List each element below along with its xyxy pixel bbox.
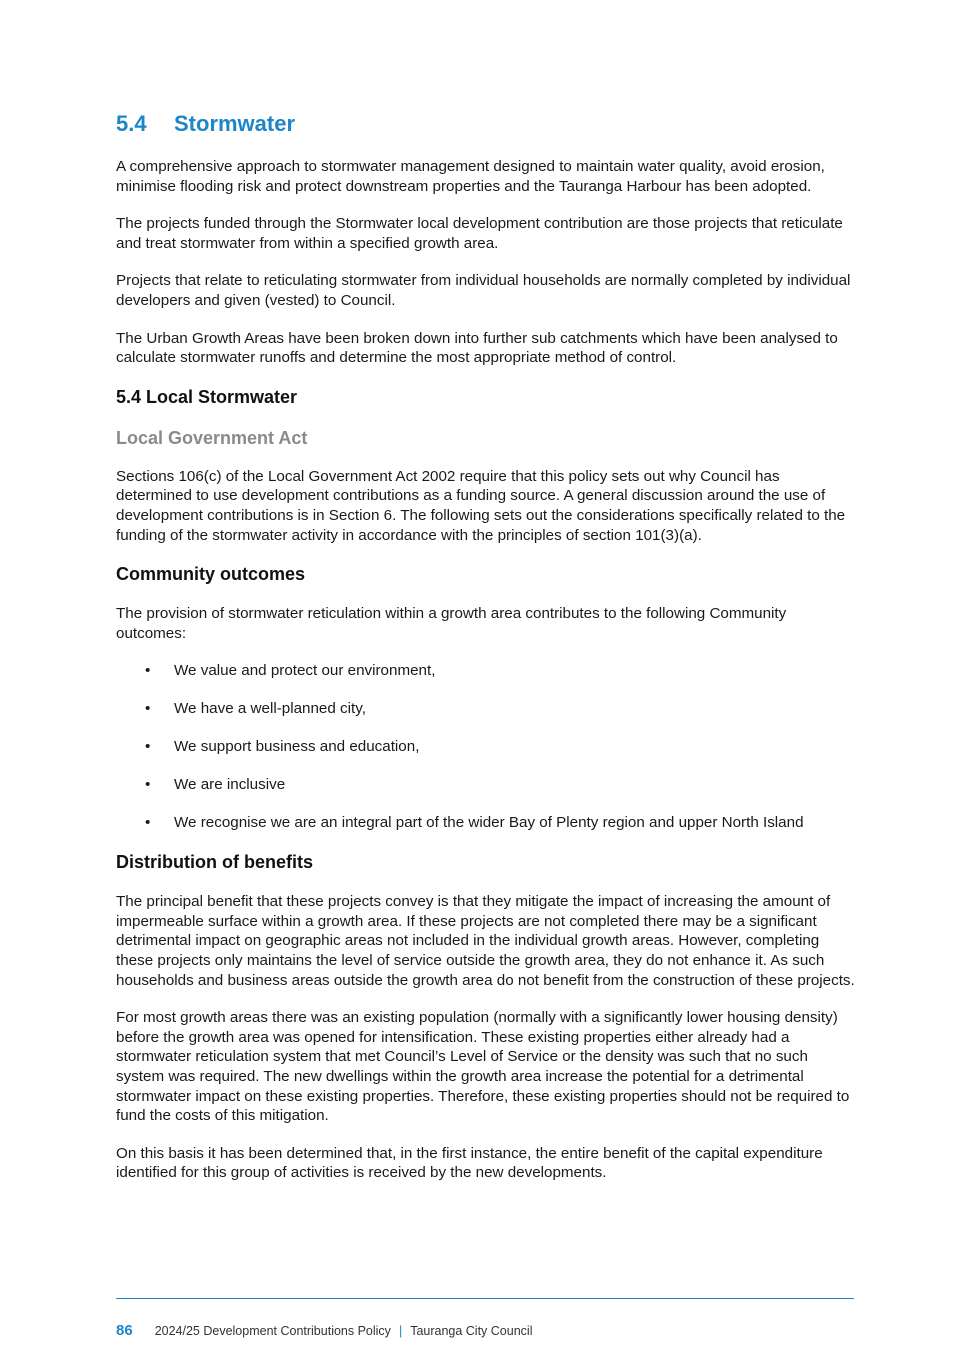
footer-org: Tauranga City Council — [410, 1324, 533, 1338]
distribution-heading: Distribution of benefits — [116, 852, 313, 873]
distribution-paragraph: For most growth areas there was an existing population (normally with a significantly lower housing density) before the growth area was opened for intensification. These existing properties either already had a stormwater reticulation system that met Council’s Level of Service or the density was such that no such system was required. The new dwellings within the growth area increase the potential for a detrimental stormwater impact on these existing properties. Therefore, these existing properties should not be required to fund the costs of this mitigation. — [116, 1009, 850, 1125]
page-content — [116, 110, 856, 1201]
community-outcomes-heading: Community outcomes — [116, 564, 306, 585]
list-item: • We have a well-planned city, — [116, 699, 856, 719]
list-item: • We support business and education, — [116, 737, 856, 757]
section-number: 5.4 — [116, 111, 147, 136]
list-item: • We are inclusive — [116, 775, 856, 795]
section-title: Stormwater — [174, 111, 296, 136]
footer-divider — [116, 1298, 854, 1299]
lga-paragraph: Sections 106(c) of the Local Government Act 2002 require that this policy sets out why Council has determined to use development contributions as a funding source. A general discussion around the use of development contributions is in Section 6. The following sets out the considerations specifically related to the funding of the stormwater activity in accordance with the principles of section 101(3)(a). — [116, 467, 846, 544]
intro-paragraph: The projects funded through the Stormwater local development contribution are those projects that reticulate and treat stormwater from within a specified growth area. — [116, 215, 843, 252]
community-outcomes-paragraph: The provision of stormwater reticulation within a growth area contributes to the following Community outcomes: — [116, 605, 787, 642]
page-footer — [116, 1322, 532, 1339]
intro-paragraph: The Urban Growth Areas have been broken down into further sub catchments which have been analysed to calculate stormwater runoffs and determine the most appropriate method of control. — [116, 329, 838, 367]
intro-paragraph: Projects that relate to reticulating stormwater from individual households are normally completed by individual developers and given (vested) to Council. — [116, 272, 851, 309]
list-item: • We recognise we are an integral part of the wider Bay of Plenty region and upper North Island — [116, 813, 856, 833]
lga-heading: Local Government Act — [116, 427, 308, 448]
distribution-paragraph: The principal benefit that these projects convey is that they mitigate the impact of increasing the amount of impermeable surface within a growth area. If these projects are not completed there may be a significant detrimental impact on geographic areas not included in the individual growth areas. However, completing these projects only maintains the level of service outside the growth area, they do not enhance it. As such households and business areas outside the growth area do not benefit from the construction of these projects. — [116, 893, 855, 989]
footer-separator: | — [398, 1324, 403, 1338]
page-number: 86 — [116, 1322, 133, 1339]
intro-paragraph: A comprehensive approach to stormwater management designed to maintain water quality, avoid erosion, minimise flooding risk and protect downstream properties and the Tauranga Harbour has been adopted. — [116, 158, 825, 195]
list-item: • We value and protect our environment, — [116, 661, 856, 681]
section-heading — [116, 110, 856, 138]
distribution-paragraph: On this basis it has been determined that, in the first instance, the entire benefit of the capital expenditure identified for this group of activities is received by the new developments. — [116, 1144, 823, 1182]
local-stormwater-heading: 5.4 Local Stormwater — [116, 386, 298, 407]
footer-doc-title: 2024/25 Development Contributions Policy — [154, 1324, 391, 1338]
community-outcomes-list — [116, 661, 856, 833]
